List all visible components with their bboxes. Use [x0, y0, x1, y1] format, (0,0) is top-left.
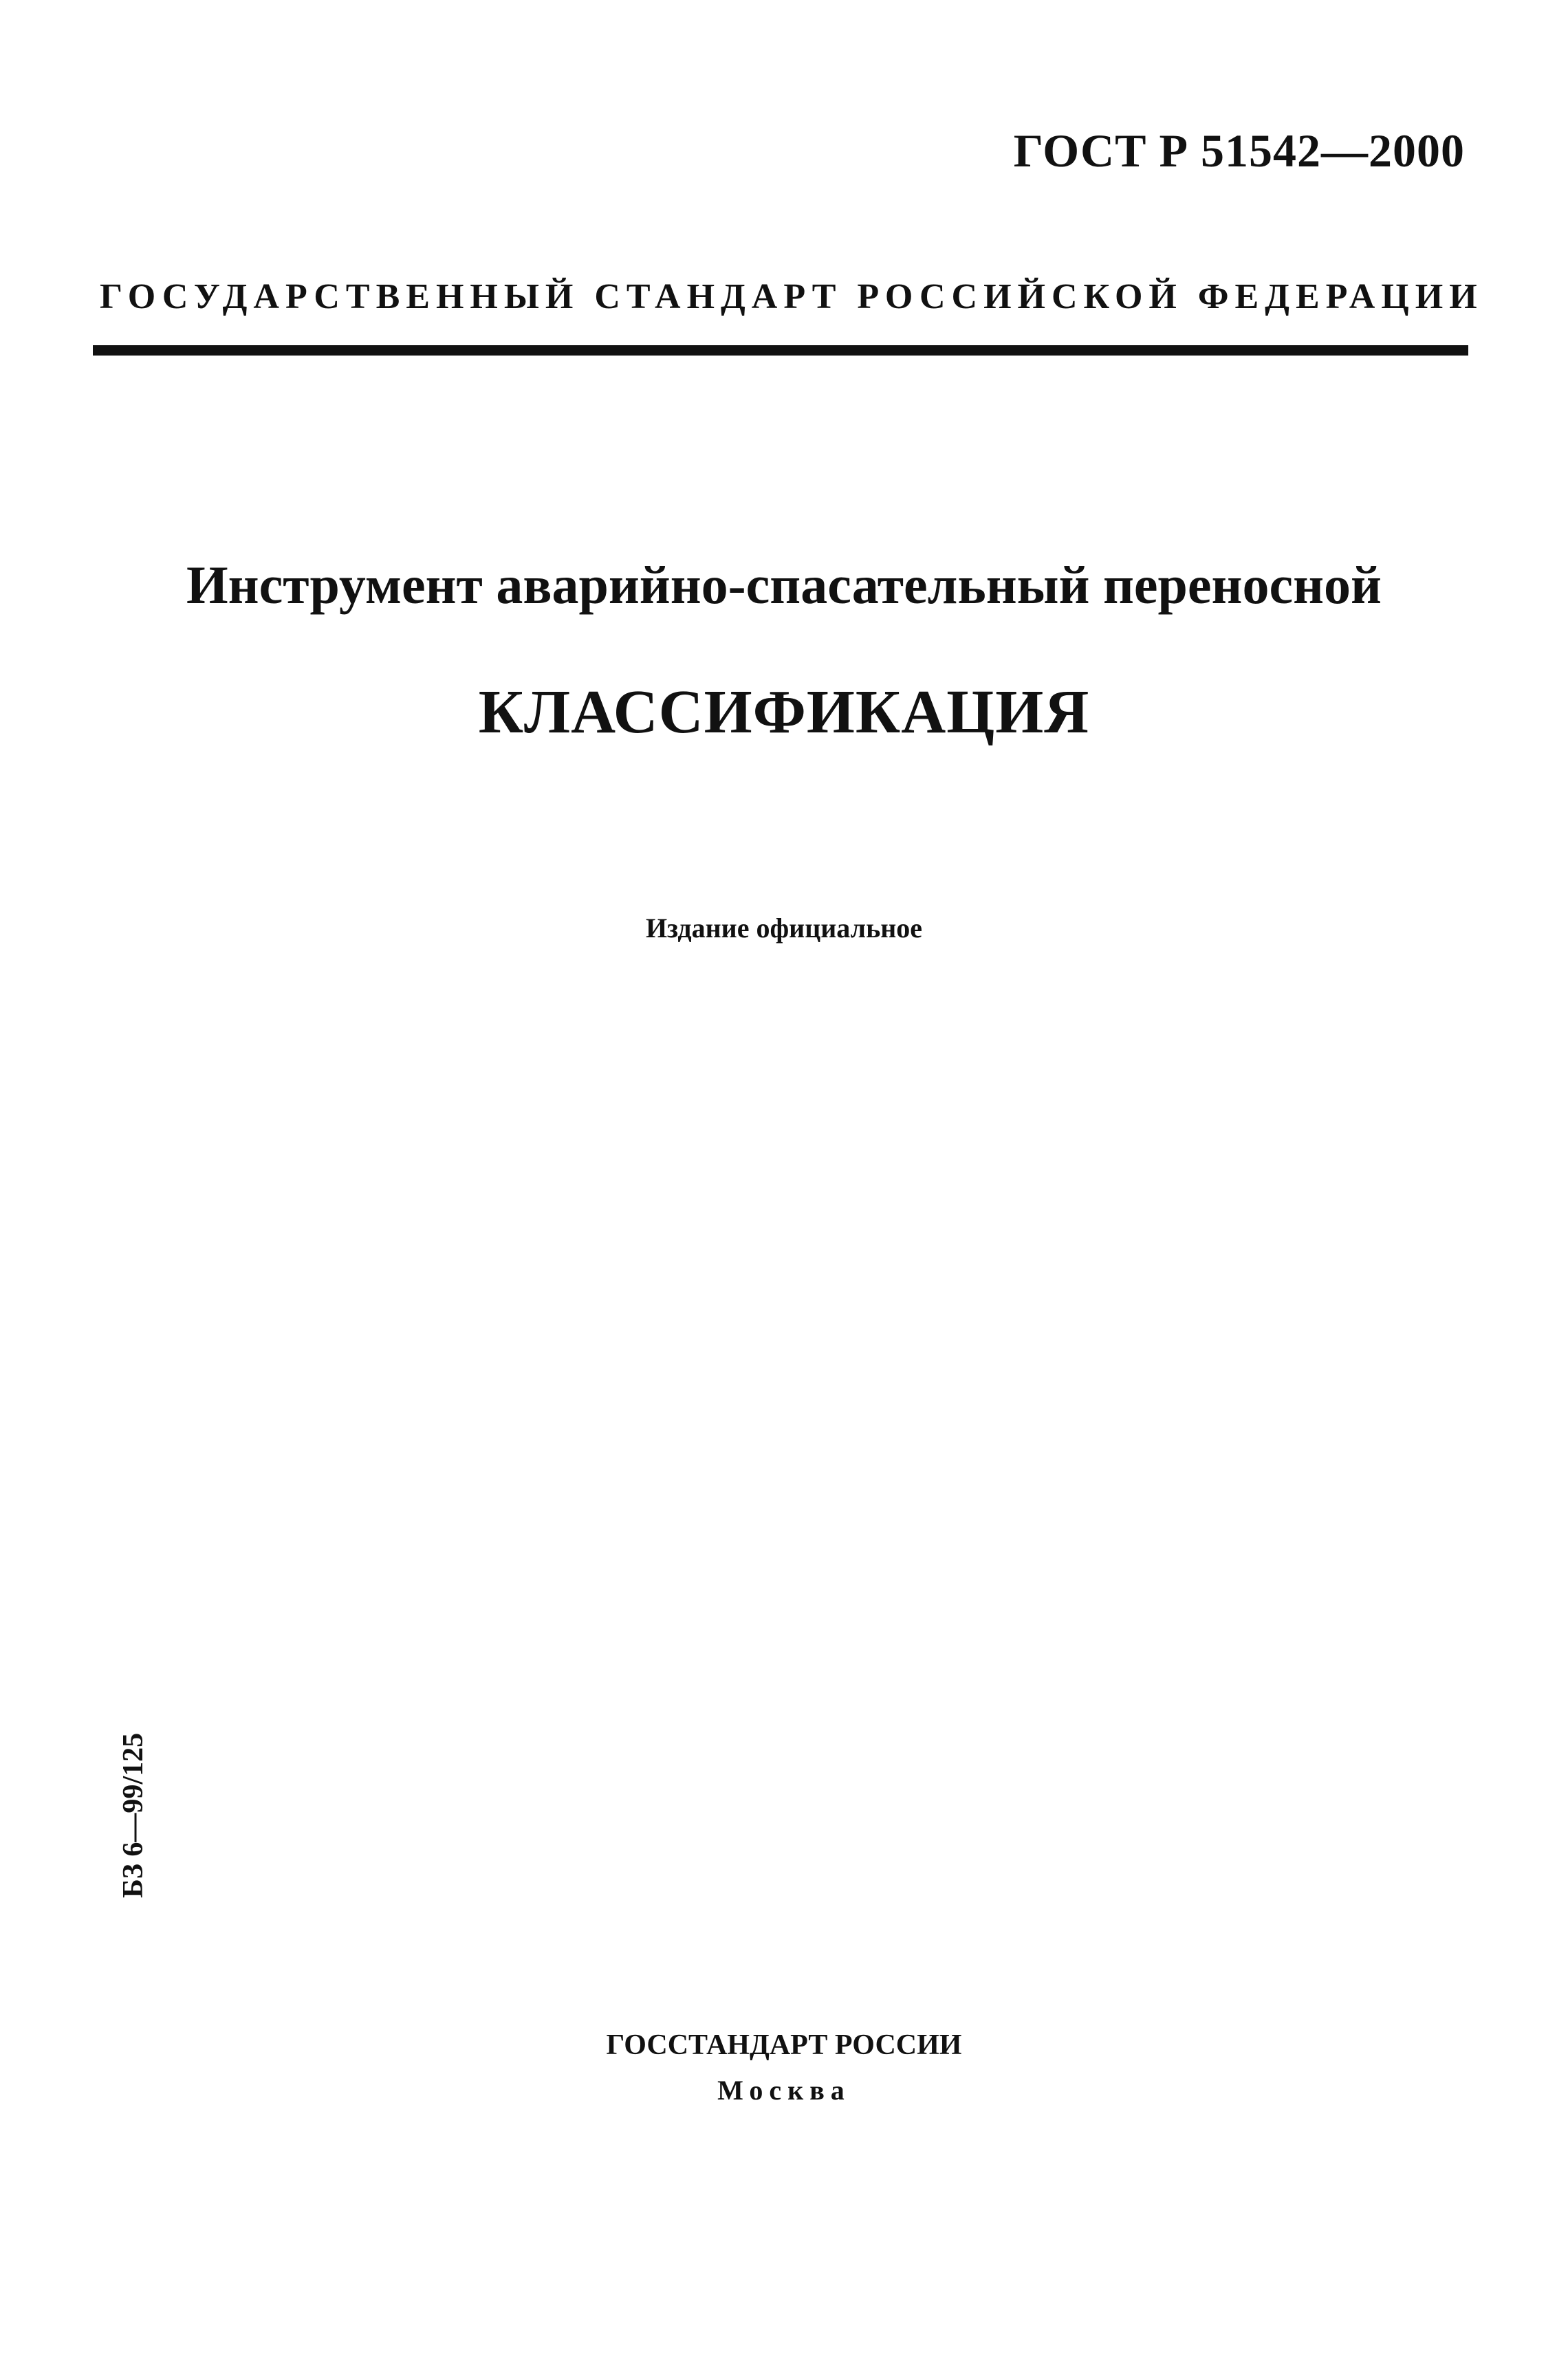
publication-city: Москва [717, 2075, 851, 2106]
document-subtitle: КЛАССИФИКАЦИЯ [478, 678, 1090, 746]
header-divider [93, 345, 1468, 356]
document-title: Инструмент аварийно-спасательный переносной [186, 555, 1382, 615]
edition-note: Издание официальное [645, 913, 923, 944]
catalog-code: БЗ 6—99/125 [118, 1732, 149, 1898]
standard-designation: ГОСТ Р 51542—2000 [1013, 124, 1465, 177]
publisher: ГОССТАНДАРТ РОССИИ [606, 2029, 962, 2061]
standard-header: ГОСУДАРСТВЕННЫЙ СТАНДАРТ РОССИЙСКОЙ ФЕДЕРАЦИИ [100, 277, 1483, 316]
